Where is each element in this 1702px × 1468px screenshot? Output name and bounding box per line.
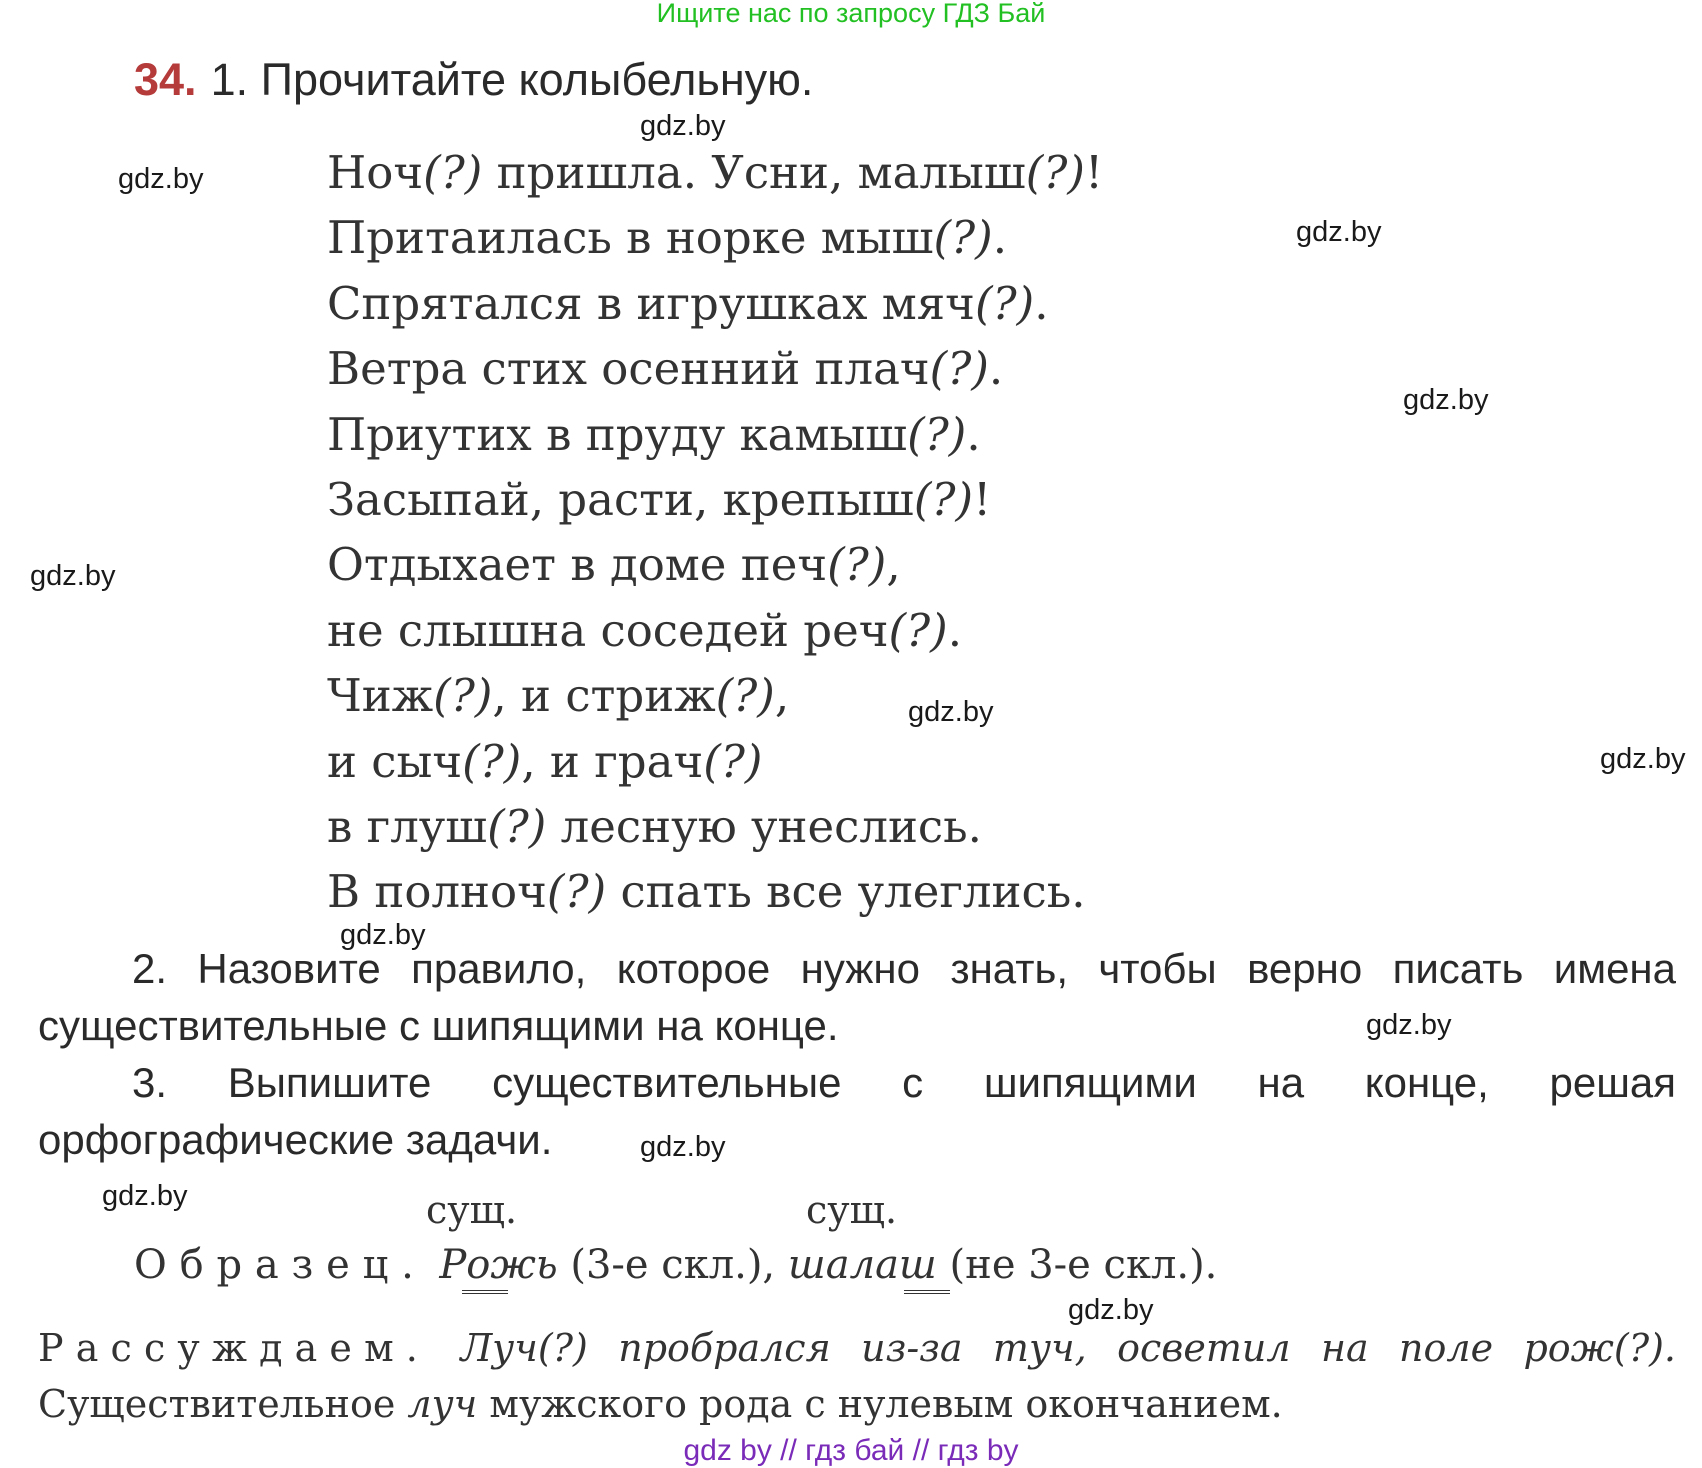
poem-text: . [966,407,981,461]
task-3 [38,1054,1676,1168]
label-noun-1: сущ. [426,1188,518,1232]
poem-text: В полноч [327,865,547,919]
poem-text: Засыпай, расти, крепыш [327,472,914,526]
poem-line [327,467,1103,532]
poem-text: . [988,342,1004,396]
task-2-text: 2. Назовите правило, которое нужно знать, чтобы верно писать имена существительные с шипящими на конце. [38,945,1676,1049]
poem-text: Ветра стих осенний плач [327,342,930,396]
reasoning-text-2: мужского рода с нулевым окончанием. [489,1382,1283,1426]
blank-marker: (?) [703,734,763,788]
watermark: gdz.by [1296,216,1382,248]
poem-line [327,598,1103,663]
poem-line [327,271,1103,336]
top-banner[interactable]: Ищите нас по запросу ГДЗ Бай [656,0,1046,28]
blank-marker: (?) [888,603,948,657]
exercise-number: 34. [134,54,197,105]
poem-text: в глуш [327,799,488,853]
poem-text: ! [973,472,992,526]
reasoning-example: Луч(?) пробрался из-за туч, осветил на поле рож(?). [460,1326,1676,1370]
sample-word-2: шалаш [787,1242,937,1288]
watermark: gdz.by [102,1180,188,1212]
poem-text: . [947,603,963,657]
poem-text: и сыч [327,734,463,788]
poem-line [327,205,1103,270]
reasoning-paragraph [38,1320,1676,1432]
poem-text: . [992,211,1007,265]
poem-text: , [886,538,901,592]
label-noun-2: сущ. [806,1188,898,1232]
blank-marker: (?) [974,276,1035,330]
blank-marker: (?) [546,865,607,919]
blank-marker: (?) [929,342,989,396]
poem-text: спать все улеглись. [606,865,1086,919]
watermark: gdz.by [1366,1009,1452,1041]
watermark: gdz.by [908,696,994,728]
poem-text: . [1034,276,1049,330]
poem-text: , [774,669,790,723]
watermark: gdz.by [1403,384,1489,416]
reasoning-text-1: Существительное [38,1382,396,1426]
bottom-banner[interactable]: gdz by // гдз бай // гдз by [683,1434,1019,1467]
watermark: gdz.by [30,560,116,592]
poem-text: не слышна соседей реч [327,603,889,657]
reasoning-word: луч [407,1382,478,1426]
watermark: gdz.by [118,163,204,195]
poem-line [327,729,1103,794]
task-3-text: 3. Выпишите существительные с шипящими на конце, решая орфографические задачи. [38,1059,1676,1163]
poem-line [327,532,1103,597]
poem-text: Отдыхает в доме печ [327,538,828,592]
blank-marker: (?) [913,472,974,526]
blank-marker: (?) [433,669,493,723]
exercise-heading [134,54,813,106]
poem-text: лесную унеслись. [546,799,982,853]
task-1-text: 1. Прочитайте колыбельную. [210,54,814,105]
watermark: gdz.by [340,919,426,951]
blank-marker: (?) [907,407,967,461]
underline-shalash [904,1290,950,1294]
poem-text: Притаилась в норке мыш [327,211,934,265]
poem-line [327,336,1103,401]
poem-line [327,859,1103,924]
poem-text: , и стриж [492,669,716,723]
blank-marker: (?) [423,146,483,199]
poem-text: Спрятался в игрушках мяч [327,276,975,330]
watermark: gdz.by [640,110,726,142]
blank-marker: (?) [462,734,522,788]
poem-line [327,140,1103,205]
reasoning-intro: Рассуждаем. [38,1326,431,1370]
watermark: gdz.by [640,1131,726,1163]
poem [327,140,1103,925]
sample-note-1: (3-е скл.), [570,1242,776,1288]
poem-text: пришла. Усни, малыш [482,146,1026,199]
poem-text: Приутих в пруду камыш [327,407,908,461]
watermark: gdz.by [1600,743,1686,775]
sample-line [134,1242,1217,1288]
watermark: gdz.by [1068,1294,1154,1326]
poem-text: Чиж [327,669,434,723]
sample-note-2: (не 3-е скл.). [949,1242,1218,1288]
poem-line [327,794,1103,859]
poem-line [327,402,1103,467]
blank-marker: (?) [827,538,887,592]
poem-text: Ноч [327,146,424,199]
blank-marker: (?) [715,669,775,723]
sample-word-1: Рожь [439,1242,558,1288]
poem-text: , и грач [521,734,704,788]
sample-intro: Образец. [134,1242,427,1288]
blank-marker: (?) [487,799,547,853]
underline-rozh [462,1290,508,1294]
poem-text: ! [1084,146,1104,199]
blank-marker: (?) [933,211,993,265]
blank-marker: (?) [1025,146,1085,199]
